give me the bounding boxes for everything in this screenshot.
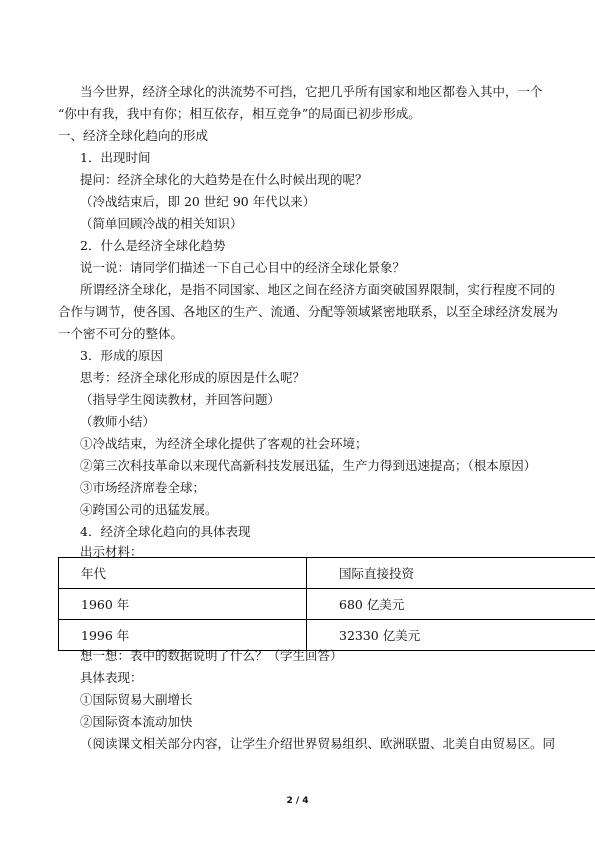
table-cell: 1996 年 [59, 620, 307, 651]
say-prompt: 说一说：请同学们描述一下自己心目中的经济全球化景象？ [80, 260, 406, 275]
guide-note: （指导学生阅读教材，并回答问题） [80, 392, 281, 407]
intro-line-2: “你中有我，我中有你；相互依存，相互竞争”的局面已初步形成。 [58, 106, 421, 121]
reason-4: ④跨国公司的迅猛发展。 [80, 502, 218, 517]
reading-note: （阅读课文相关部分内容，让学生介绍世界贸易组织、欧洲联盟、北美自由贸易区。同 [80, 736, 556, 751]
table-header-cell: 年代 [59, 558, 307, 589]
definition-line-2: 合作与调节，使各国、各地区的生产、流通、分配等领域紧密地联系，以至全球经济发展为 [58, 304, 559, 319]
table-cell: 1960 年 [59, 589, 307, 620]
question-1: 提问：经济全球化的大趋势是在什么时候出现的呢？ [80, 172, 368, 187]
think-after-table: 想一想：表中的数据说明了什么？（学生回答） [80, 648, 343, 663]
table-cell: 680 亿美元 [307, 589, 595, 620]
definition-line-3: 一个密不可分的整体。 [58, 326, 184, 341]
table-header-cell: 国际直接投资 [307, 558, 595, 589]
table-row [59, 589, 595, 620]
table-row [59, 620, 595, 651]
specific-label: 具体表现： [80, 670, 143, 685]
answer-1: （冷战结束后，即 20 世纪 90 年代以来） [80, 194, 316, 209]
definition-line-1: 所谓经济全球化，是指不同国家、地区之间在经济方面突破国界限制，实行程度不同的 [80, 282, 556, 297]
teacher-summary: （教师小结） [80, 414, 156, 429]
item-2: ②国际资本流动加快 [80, 714, 193, 729]
intro-line-1: 当今世界，经济全球化的洪流势不可挡，它把几乎所有国家和地区都卷入其中，一个 [80, 84, 543, 99]
show-material: 出示材料： [80, 544, 143, 559]
page-number: 2 / 4 [286, 796, 309, 806]
subheading-4: 4．经济全球化趋向的具体表现 [80, 524, 251, 539]
table-cell: 32330 亿美元 [307, 620, 595, 651]
subheading-3: 3．形成的原因 [80, 348, 163, 363]
table-header-row [59, 558, 595, 589]
item-1: ①国际贸易大副增长 [80, 692, 193, 707]
note-1: （简单回顾冷战的相关知识） [80, 216, 243, 231]
reason-1: ①冷战结束，为经济全球化提供了客观的社会环境； [80, 436, 368, 451]
subheading-1: 1．出现时间 [80, 150, 151, 165]
investment-table [58, 557, 595, 651]
think-prompt: 思考：经济全球化形成的原因是什么呢？ [80, 370, 306, 385]
reason-2: ②第三次科技革命以来现代高新科技发展迅猛，生产力得到迅速提高；（根本原因） [80, 458, 537, 473]
section-heading-1: 一、经济全球化趋向的形成 [58, 128, 209, 143]
subheading-2: 2．什么是经济全球化趋势 [80, 238, 226, 253]
reason-3: ③市场经济席卷全球； [80, 480, 206, 495]
